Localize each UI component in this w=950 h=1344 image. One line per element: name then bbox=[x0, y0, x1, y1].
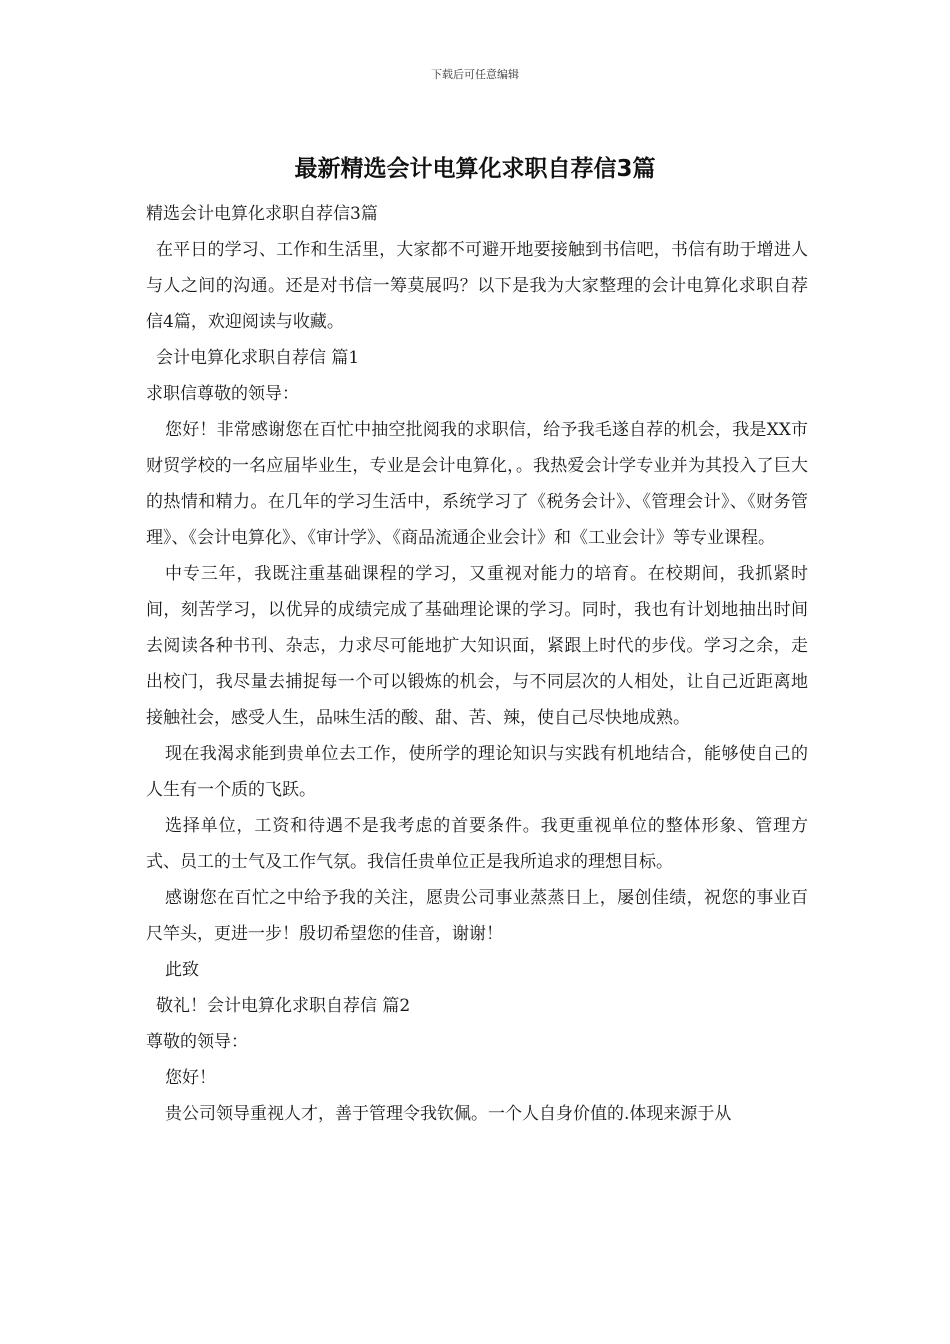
body-paragraph: 现在我渴求能到贵单位去工作，使所学的理论知识与实践有机地结合，能够使自己的人生有一个质的飞跃。 bbox=[146, 744, 808, 800]
body-paragraph: 选择单位，工资和待遇不是我考虑的首要条件。我更重视单位的整体形象、管理方式、员工的士气及工作气氛。我信任贵单位正是我所追求的理想目标。 bbox=[146, 816, 808, 872]
salutation-2: 尊敬的领导： bbox=[146, 1032, 248, 1052]
section-heading-2: 敬礼！会计电算化求职自荐信 篇2 bbox=[156, 996, 411, 1016]
document-title: 最新精选会计电算化求职自荐信3篇 bbox=[294, 156, 656, 182]
intro-paragraph: 在平日的学习、工作和生活里，大家都不可避开地要接触到书信吧，书信有助于增进人与人之间的沟通。还是对书信一筹莫展吗？以下是我为大家整理的会计电算化求职自荐信4篇，欢迎阅读与收藏。 bbox=[146, 240, 808, 332]
body-paragraph: 中专三年，我既注重基础课程的学习，又重视对能力的培育。在校期间，我抓紧时间，刻苦学习，以优异的成绩完成了基础理论课的学习。同时，我也有计划地抽出时间去阅读各种书刊、杂志，力求尽可能地扩大知识面，紧跟上时代的步伐。学习之余，走出校门，我尽量去捕捉每一个可以锻炼的机会，与不同层次的人相处，让自己近距离地接触社会，感受人生，品味生活的酸、甜、苦、辣，使自己尽快地成熟。 bbox=[146, 564, 808, 728]
body-paragraph: 贵公司领导重视人才，善于管理令我钦佩。一个人自身价值的.体现来源于从 bbox=[165, 1104, 732, 1124]
header-note: 下载后可任意编辑 bbox=[431, 68, 519, 81]
body-paragraph: 感谢您在百忙之中给予我的关注，愿贵公司事业蒸蒸日上，屡创佳绩，祝您的事业百尺竿头，更进一步！殷切希望您的佳音，谢谢！ bbox=[146, 888, 808, 944]
body-paragraph: 您好！非常感谢您在百忙中抽空批阅我的求职信，给予我毛遂自荐的机会，我是XX市财贸学校的一名应届毕业生，专业是会计电算化，。我热爱会计学专业并为其投入了巨大的热情和精力。在几年的学习生活中，系统学习了《税务会计》、《管理会计》、《财务管理》、《会计电算化》、《审计学》、《商品流通企业会计》和《工业会计》等专业课程。 bbox=[146, 420, 808, 548]
section-heading-1: 会计电算化求职自荐信 篇1 bbox=[156, 348, 360, 368]
closing-line: 此致 bbox=[165, 960, 199, 980]
salutation-1: 求职信尊敬的领导： bbox=[146, 384, 299, 404]
greeting-line: 您好！ bbox=[165, 1068, 216, 1088]
subtitle-paragraph: 精选会计电算化求职自荐信3篇 bbox=[146, 204, 378, 224]
document-body bbox=[146, 196, 808, 1132]
